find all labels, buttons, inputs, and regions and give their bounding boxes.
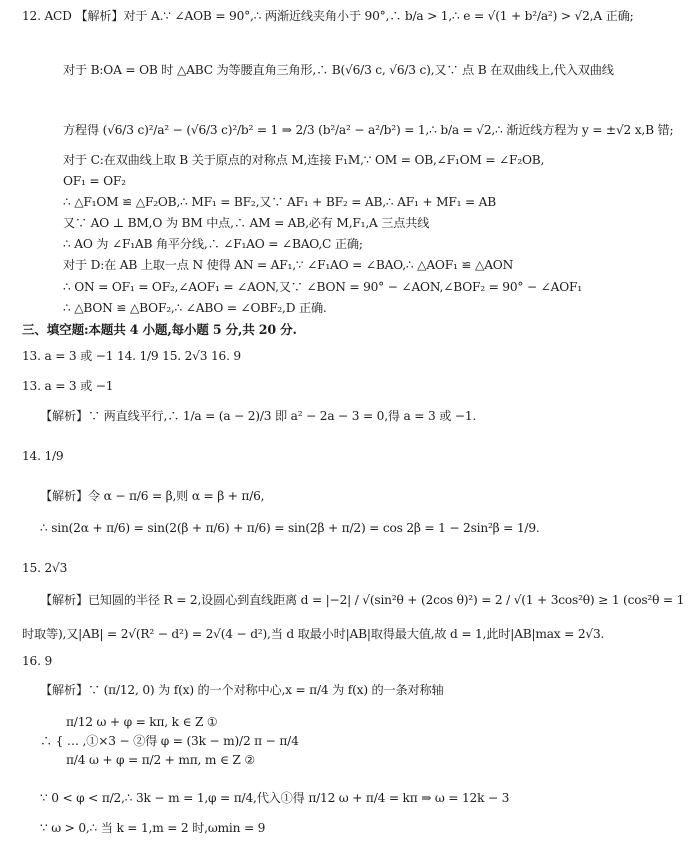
q16-line3: ∵ 0 < φ < π/2,∴ 3k − m = 1,φ = π/4,代入①得 π/12 ω + π/4 = kπ ⇒ ω = 12k − 3 — [40, 791, 510, 805]
section-heading: 三、填空题:本题共 4 小题,每小题 5 分,共 20 分. — [22, 322, 297, 337]
q12-header: 12. ACD 【解析】对于 A.∵ ∠AOB = 90°,∴ 两渐近线夹角小于 90°,∴ b/a > 1,∴ e = √(1 + b²/a²) > √2,A 正确; — [22, 9, 634, 23]
q12-d-line1: 对于 D:在 AB 上取一点 N 使得 AN = AF₁,∵ ∠F₁AO = ∠BAO,∴ △AOF₁ ≌ △AON — [63, 258, 514, 272]
q14-analysis2: ∴ sin(2α + π/6) = sin(2(β + π/6) + π/6) = sin(2β + π/2) = cos 2β = 1 − 2sin²β = 1/9. — [40, 521, 540, 535]
q16-analysis1: 【解析】∵ (π/12, 0) 为 f(x) 的一个对称中心,x = π/4 为 f(x) 的一条对称轴 — [40, 683, 444, 697]
q12-c-line4: 又∵ AO ⊥ BM,O 为 BM 中点,∴ AM = AB,必有 M,F₁,A 三点共线 — [63, 216, 430, 230]
q15-number: 15. 2√3 — [22, 561, 68, 575]
q12-b-line2: 方程得 (√6/3 c)²/a² − (√6/3 c)²/b² = 1 ⇒ 2/3 (b²/a² − a²/b²) = 1,∴ b/a = √2,∴ 渐近线方程为 y = ±√2 x,B 错; — [63, 123, 674, 137]
q12-c-line1: 对于 C:在双曲线上取 B 关于原点的对称点 M,连接 F₁M,∵ OM = OB,∠F₁OM = ∠F₂OB, — [63, 153, 545, 167]
q16-number: 16. 9 — [22, 654, 53, 668]
q16-line4: ∵ ω > 0,∴ 当 k = 1,m = 2 时,ωmin = 9 — [40, 821, 266, 835]
q12-b-line1: 对于 B:OA = OB 时 △ABC 为等腰直角三角形,∴ B(√6/3 c, √6/3 c),又∵ 点 B 在双曲线上,代入双曲线 — [63, 63, 614, 77]
q15-analysis1: 【解析】已知圆的半径 R = 2,设圆心到直线距离 d = |−2| / √(sin²θ + (2cos θ)²) = 2 / √(1 + 3cos²θ) ≥ 1 (cos²θ = 1 — [40, 593, 685, 607]
q16-system-eq1: π/12 ω + φ = kπ, k ∈ Z ① — [66, 715, 218, 729]
q15-analysis2: 时取等),又|AB| = 2√(R² − d²) = 2√(4 − d²),当 d 取最小时|AB|取得最大值,故 d = 1,此时|AB|max = 2√3. — [22, 627, 605, 641]
q16-system-eq2: π/4 ω + φ = π/2 + mπ, m ∈ Z ② — [66, 753, 256, 767]
q12-c-line3: ∴ △F₁OM ≌ △F₂OB,∴ MF₁ = BF₂,又∵ AF₁ + BF₂ = AB,∴ AF₁ + MF₁ = AB — [63, 195, 497, 209]
q12-c-line5: ∴ AO 为 ∠F₁AB 角平分线,∴ ∠F₁AO = ∠BAO,C 正确; — [63, 237, 363, 251]
q13-analysis: 【解析】∵ 两直线平行,∴ 1/a = (a − 2)/3 即 a² − 2a − 3 = 0,得 a = 3 或 −1. — [40, 409, 477, 423]
answer-summary: 13. a = 3 或 −1 14. 1/9 15. 2√3 16. 9 — [22, 349, 241, 363]
q12-c-line2: OF₁ = OF₂ — [63, 174, 126, 188]
q16-system-result: ∴ { … ,①×3 − ②得 φ = (3k − m)/2 π − π/4 — [40, 734, 299, 748]
q14-analysis1: 【解析】令 α − π/6 = β,则 α = β + π/6, — [40, 489, 265, 503]
q14-number: 14. 1/9 — [22, 449, 64, 463]
q12-d-line2: ∴ ON = OF₁ = OF₂,∠AOF₁ = ∠AON,又∵ ∠BON = 90° − ∠AON,∠BOF₂ = 90° − ∠AOF₁ — [63, 280, 582, 294]
q12-d-line3: ∴ △BON ≌ △BOF₂,∴ ∠ABO = ∠OBF₂,D 正确. — [63, 301, 327, 315]
q13-number: 13. a = 3 或 −1 — [22, 379, 114, 393]
